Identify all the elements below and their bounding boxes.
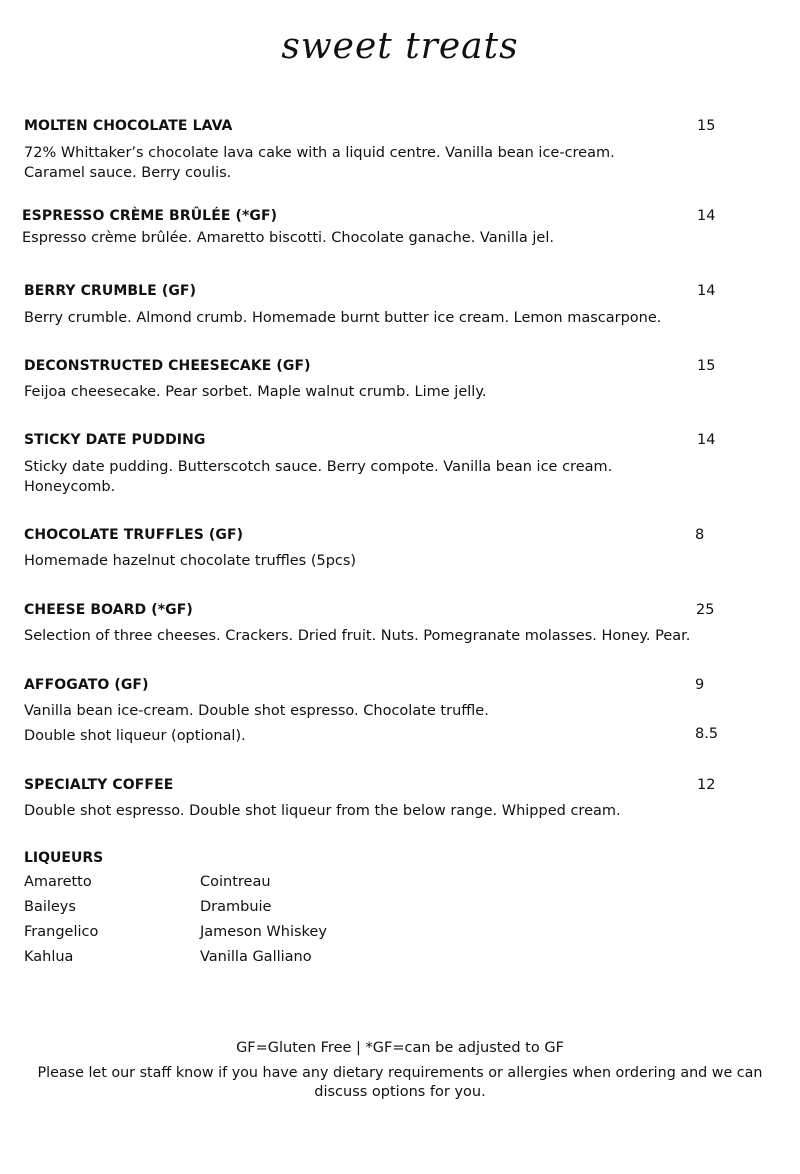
dish-price: 14 xyxy=(697,208,716,224)
dish-name: ESPRESSO CRÈME BRÛLÉE (*GF) xyxy=(22,208,278,224)
dish-price: 14 xyxy=(697,432,716,448)
dish-description xyxy=(24,726,724,746)
dish-description xyxy=(24,801,724,821)
dietary-note-line: Please let our staff know if you have any dietary requirements or allergies when ordering and we can xyxy=(37,1065,763,1081)
dish-description xyxy=(24,143,724,183)
dish-name: MOLTEN CHOCOLATE LAVA xyxy=(24,118,233,134)
description-line: Selection of three cheeses. Crackers. Dried fruit. Nuts. Pomegranate molasses. Honey. Pear. xyxy=(24,628,691,644)
description-line: Honeycomb. xyxy=(24,479,116,495)
dietary-legend: GF=Gluten Free | *GF=can be adjusted to GF xyxy=(236,1040,564,1056)
dish-name: CHEESE BOARD (*GF) xyxy=(24,602,193,618)
liqueur-item: Cointreau xyxy=(200,874,271,890)
description-line: Double shot liqueur (optional). xyxy=(24,728,246,744)
dish-price: 15 xyxy=(697,118,716,134)
dish-name: DECONSTRUCTED CHEESECAKE (GF) xyxy=(24,358,311,374)
dietary-note-line: discuss options for you. xyxy=(314,1084,486,1100)
description-line: Sticky date pudding. Butterscotch sauce. Berry compote. Vanilla bean ice cream. xyxy=(24,459,613,475)
liqueurs-heading: LIQUEURS xyxy=(24,850,104,866)
dish-name: STICKY DATE PUDDING xyxy=(24,432,206,448)
liqueur-item: Frangelico xyxy=(24,924,99,940)
dish-description xyxy=(24,308,724,328)
dish-name: SPECIALTY COFFEE xyxy=(24,777,174,793)
dish-description xyxy=(24,701,724,721)
description-line: Caramel sauce. Berry coulis. xyxy=(24,165,232,181)
description-line: Vanilla bean ice-cream. Double shot espresso. Chocolate truffle. xyxy=(24,703,489,719)
dish-price: 15 xyxy=(697,358,716,374)
liqueur-item: Jameson Whiskey xyxy=(200,924,327,940)
description-line: 72% Whittaker’s chocolate lava cake with a liquid centre. Vanilla bean ice-cream. xyxy=(24,145,615,161)
liqueur-item: Kahlua xyxy=(24,949,74,965)
dish-name: CHOCOLATE TRUFFLES (GF) xyxy=(24,527,244,543)
dish-description xyxy=(24,626,764,646)
menu-title: sweet treats xyxy=(281,26,519,67)
description-line: Homemade hazelnut chocolate truffles (5pcs) xyxy=(24,553,357,569)
dish-extra-price: 8.5 xyxy=(695,726,719,742)
liqueur-item: Vanilla Galliano xyxy=(200,949,312,965)
liqueur-item: Baileys xyxy=(24,899,76,915)
dish-description xyxy=(24,551,724,571)
dish-price: 12 xyxy=(697,777,716,793)
dish-description xyxy=(22,228,722,248)
description-line: Espresso crème brûlée. Amaretto biscotti. Chocolate ganache. Vanilla jel. xyxy=(22,230,554,246)
dish-price: 14 xyxy=(697,283,716,299)
description-line: Berry crumble. Almond crumb. Homemade burnt butter ice cream. Lemon mascarpone. xyxy=(24,310,662,326)
description-line: Feijoa cheesecake. Pear sorbet. Maple walnut crumb. Lime jelly. xyxy=(24,384,487,400)
description-line: Double shot espresso. Double shot liqueur from the below range. Whipped cream. xyxy=(24,803,621,819)
liqueur-item: Drambuie xyxy=(200,899,272,915)
dish-name: BERRY CRUMBLE (GF) xyxy=(24,283,197,299)
dish-price: 25 xyxy=(696,602,715,618)
dish-description xyxy=(24,382,724,402)
dish-price: 8 xyxy=(695,527,705,543)
liqueur-item: Amaretto xyxy=(24,874,92,890)
dish-name: AFFOGATO (GF) xyxy=(24,677,149,693)
dish-price: 9 xyxy=(695,677,705,693)
dish-description xyxy=(24,457,724,497)
